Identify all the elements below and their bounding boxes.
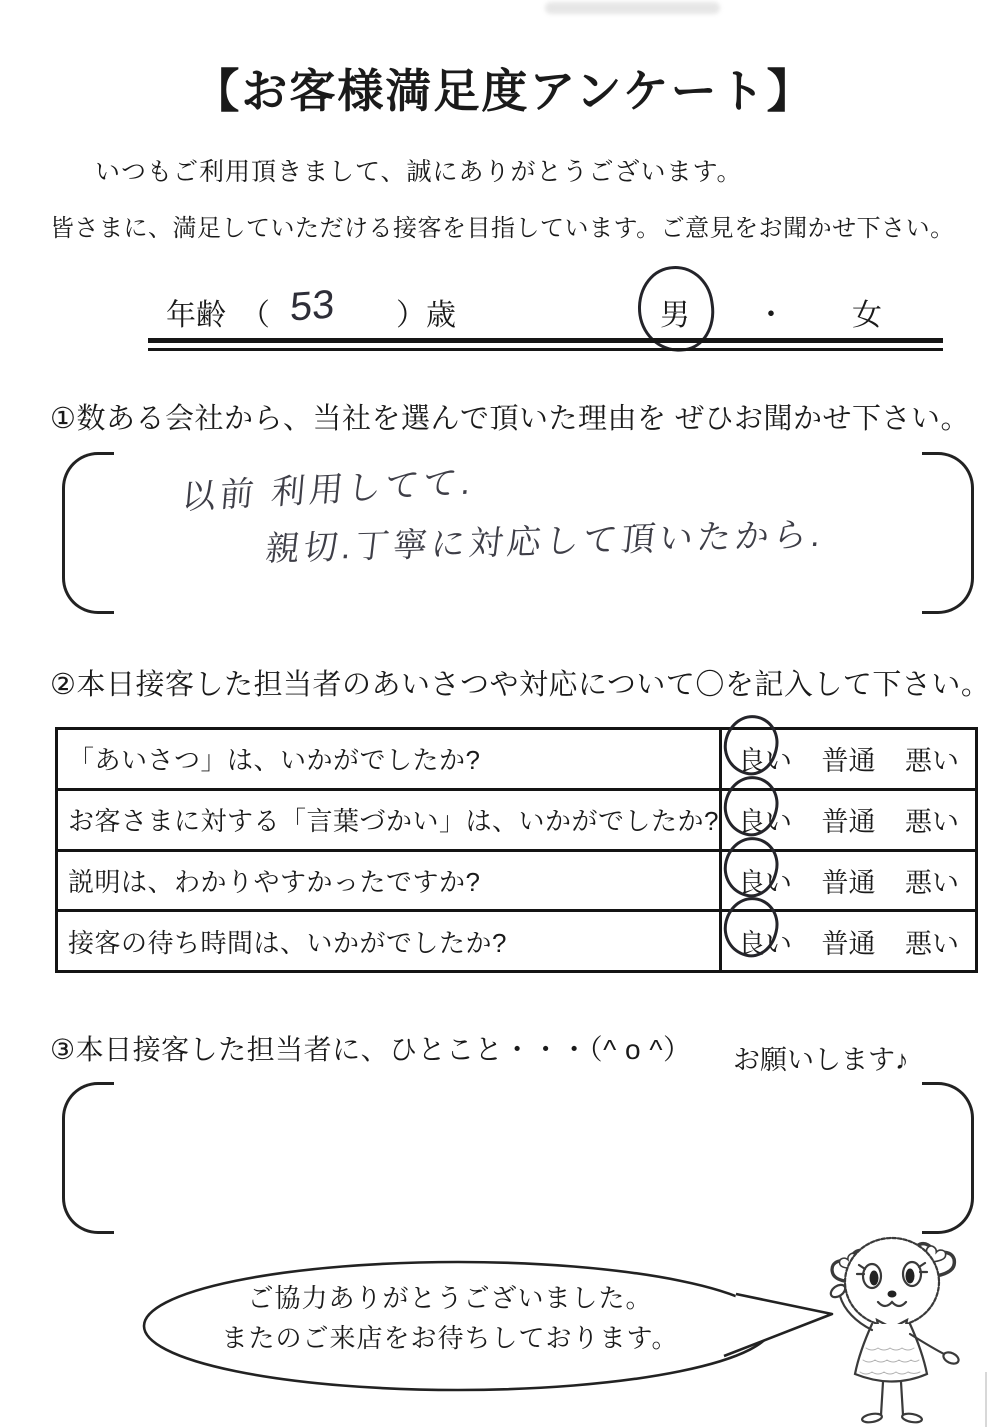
question3-suffix: お願いします♪ — [733, 1045, 909, 1075]
question3-label: ③本日接客した担当者に、ひとこと・・・（^ o ^） — [50, 1034, 692, 1065]
question3-answer-bracket-left — [62, 1082, 114, 1234]
option-good: 良い — [738, 746, 792, 777]
page-title: 【お客様満足度アンケート】 — [193, 65, 815, 117]
row-question: 接客の待ち時間は、いかがでしたか? — [58, 912, 722, 970]
question2-label: ②本日接客した担当者のあいさつや対応について〇を記入して下さい。 — [50, 669, 991, 701]
gender-male-label: 男 — [660, 299, 690, 332]
option-bad: 悪い — [905, 867, 959, 898]
scan-artifact-smudge — [545, 2, 720, 14]
option-normal: 普通 — [821, 807, 876, 838]
question1-label: ①数ある会社から、当社を選んで頂いた理由を ぜひお聞かせ下さい。 — [50, 403, 971, 435]
bubble-text — [140, 1278, 760, 1358]
age-value-handwritten: 53 — [289, 282, 336, 330]
row-options — [722, 912, 975, 970]
question3-answer-bracket-right — [922, 1082, 974, 1234]
mascot-leg-left — [881, 1382, 883, 1415]
age-paren-open: （ — [240, 299, 270, 332]
row-question: 「あいさつ」は、いかがでしたか? — [58, 730, 722, 788]
intro-line-2: 皆さまに、満足していただける接客を目指しています。ご意見をお聞かせ下さい。 — [50, 215, 955, 242]
table-row — [58, 730, 975, 791]
underline-double-bottom — [148, 348, 943, 351]
mascot-foot-left — [861, 1412, 882, 1423]
mascot-drawing — [798, 1216, 998, 1426]
row-question: 説明は、わかりやすかったですか? — [58, 852, 722, 910]
option-good: 良い — [738, 807, 792, 838]
row-question: お客さまに対する「言葉づかい」は、いかがでしたか? — [58, 791, 722, 849]
mascot-nose — [888, 1291, 897, 1298]
option-bad: 悪い — [905, 807, 959, 838]
bubble-line-2: またのご来店をお待ちしております。 — [221, 1323, 679, 1353]
table-row — [58, 912, 975, 970]
age-paren-close: ）歳 — [396, 299, 456, 332]
table-row — [58, 852, 975, 913]
question1-answer-bracket-right — [922, 452, 974, 614]
mascot-hand-left — [829, 1282, 848, 1299]
rating-table — [55, 727, 978, 973]
gender-separator: ・ — [756, 299, 786, 332]
underline-double-top — [148, 338, 943, 343]
question1-answer-line1-handwritten: 以前 利用してて. — [180, 463, 477, 517]
table-row — [58, 791, 975, 852]
mascot-hand-right — [942, 1350, 961, 1366]
option-bad: 悪い — [905, 928, 959, 959]
option-normal: 普通 — [821, 867, 876, 898]
option-good: 良い — [738, 867, 792, 898]
profile-row — [148, 282, 943, 338]
option-normal: 普通 — [821, 928, 876, 959]
bubble-line-1: ご協力ありがとうございました。 — [247, 1283, 653, 1313]
mascot-head — [845, 1238, 939, 1326]
intro-line-1: いつもご利用頂きまして、誠にありがとうございます。 — [95, 158, 743, 186]
gender-female-label: 女 — [852, 299, 882, 332]
question1-answer-line2-handwritten: 親切.丁寧に対応して頂いたから. — [263, 515, 827, 569]
mascot-leg-right — [901, 1382, 903, 1415]
mascot-foot-right — [901, 1412, 922, 1423]
option-normal: 普通 — [821, 746, 876, 777]
option-good: 良い — [738, 928, 792, 959]
age-label: 年齢 — [166, 299, 226, 332]
question1-answer-bracket-left — [62, 452, 114, 614]
option-bad: 悪い — [905, 746, 959, 777]
